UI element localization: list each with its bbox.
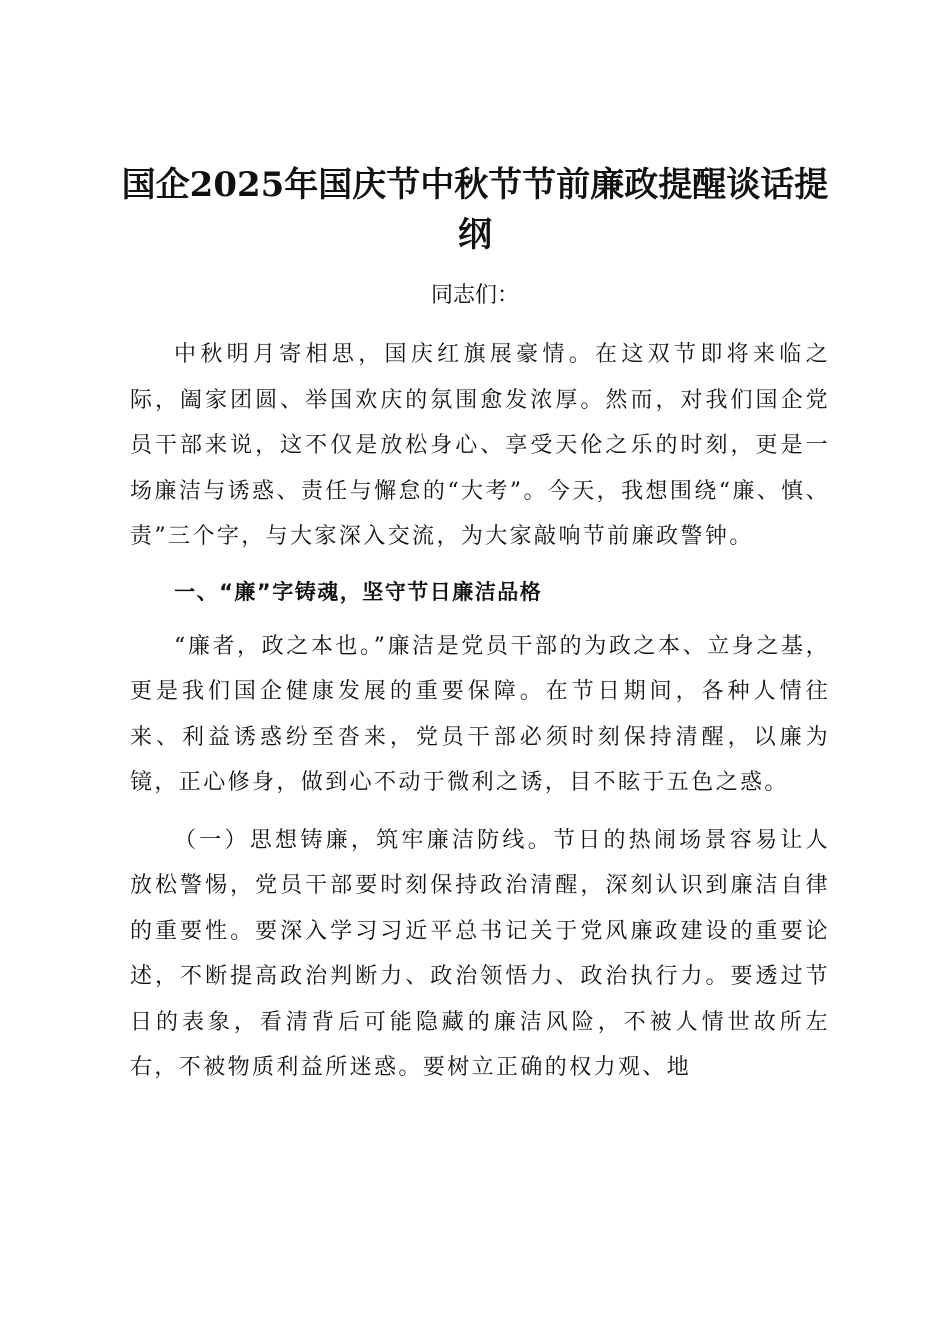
section-paragraph: “廉者，政之本也。”廉洁是党员干部的为政之本、立身之基，更是我们国企健康发展的重要保障。在节日期间，各种人情往来、利益诱惑纷至沓来，党员干部必须时刻保持清醒，以廉为镜，正心修身，做到心不动于微利之诱，目不眩于五色之惑。 bbox=[130, 633, 830, 795]
intro-paragraph: 中秋明月寄相思，国庆红旗展豪情。在这双节即将来临之际，阖家团圆、举国欢庆的氛围愈发浓厚。然而，对我们国企党员干部来说，这不仅是放松身心、享受天伦之乐的时刻，更是一场廉洁与诱惑、责任与懈怠的“大考”。今天，我想围绕“廉、慎、责”三个字，与大家深入交流，为大家敲响节前廉政警钟。 bbox=[130, 342, 830, 549]
document-body bbox=[130, 332, 830, 1091]
salutation: 同志们： bbox=[430, 283, 519, 308]
subsection-paragraph: （一）思想铸廉，筑牢廉洁防线。节日的热闹场景容易让人放松警惕，党员干部要时刻保持政治清醒，深刻认识到廉洁自律的重要性。要深入学习习近平总书记关于党风廉政建设的重要论述，不断提高政治判断力、政治领悟力、政治执行力。要透过节日的表象，看清背后可能隐藏的廉洁风险，不被人情世故所左右，不被物质利益所迷惑。要树立正确的权力观、地 bbox=[130, 827, 830, 1080]
section-heading: 一、“廉”字铸魂，坚守节日廉洁品格 bbox=[174, 579, 543, 604]
document-title: 国企2025年国庆节中秋节节前廉政提醒谈话提纲 bbox=[121, 165, 829, 255]
